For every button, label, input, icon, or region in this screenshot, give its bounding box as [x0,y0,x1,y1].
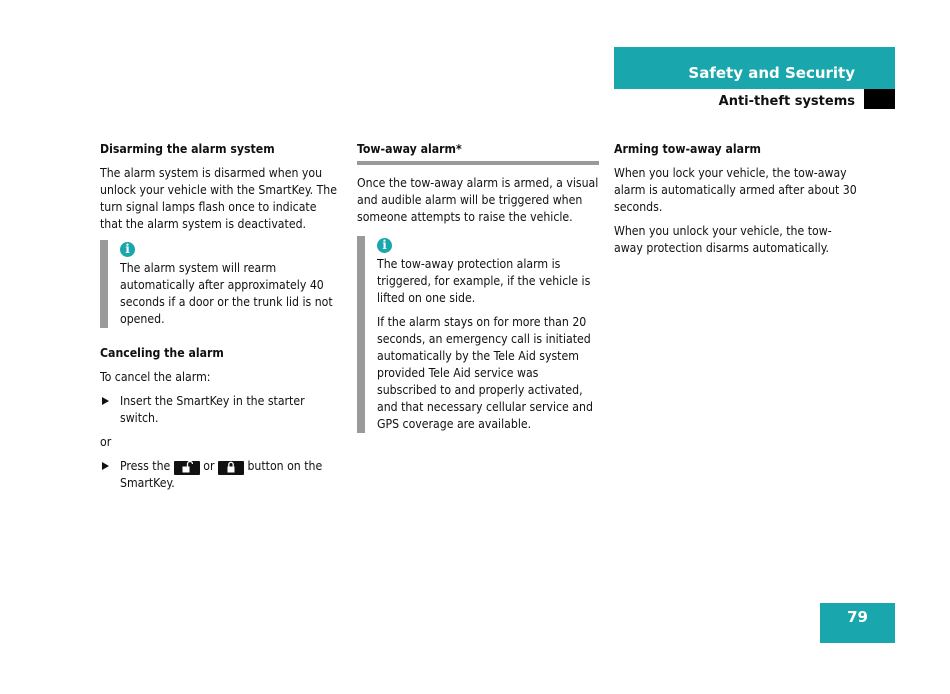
bullet-triangle-icon [102,397,109,405]
heading-arming: Arming tow-away alarm [614,142,761,156]
page-number-box [820,603,895,643]
column-right [614,141,859,264]
paragraph-arming: When you lock your vehicle, the tow-away alarm is automatically armed after about 30 seconds. [614,166,857,214]
subsection-marker [864,89,895,109]
canceling-intro: To cancel the alarm: [100,370,211,384]
bullet-post: button on the SmartKey. [120,459,323,490]
paragraph-tow-away: Once the tow-away alarm is armed, a visual and audible alarm will be triggered when someone attempts to raise the vehicle. [357,176,599,224]
note-text: The alarm system will rearm automatically after approximately 40 seconds if a door or the trunk lid is not opened. [120,261,333,326]
paragraph-disarming-tow: When you unlock your vehicle, the tow-away protection disarms automatically. [614,224,832,255]
heading-canceling: Canceling the alarm [100,346,224,360]
heading-rule [357,161,599,165]
info-icon: i [120,242,135,257]
unlock-button-icon [174,461,200,475]
lock-button-icon [218,461,244,475]
heading-disarming: Disarming the alarm system [100,142,275,156]
bullet-pre: Press the [120,459,171,473]
list-item [100,393,340,427]
bullet-triangle-icon [102,462,109,470]
note-bar [357,236,365,433]
or-text: or [100,435,112,449]
list-item [100,458,340,492]
bullet-mid: or [203,459,215,473]
column-middle [357,141,599,450]
info-note [100,240,340,328]
info-icon: i [377,238,392,253]
info-note [357,236,599,433]
section-banner [614,47,895,89]
heading-tow-away: Tow-away alarm* [357,142,462,156]
section-title: Safety and Security [688,64,855,82]
note-text: If the alarm stays on for more than 20 seconds, an emergency call is initiated automatically by the Tele Aid system provided Tele Aid service was subscribed to and properly activated, and that necessary cellular service and GPS coverage are available. [377,315,593,431]
subsection-title: Anti-theft systems [718,94,855,109]
bullet-text: Insert the SmartKey in the starter switch. [120,394,305,425]
page-number: 79 [847,608,868,626]
paragraph-disarming: The alarm system is disarmed when you unlock your vehicle with the SmartKey. The turn signal lamps flash once to indicate that the alarm system is deactivated. [100,166,337,231]
column-left [100,141,340,499]
note-bar [100,240,108,328]
note-text: The tow-away protection alarm is triggered, for example, if the vehicle is lifted on one side. [377,257,591,305]
